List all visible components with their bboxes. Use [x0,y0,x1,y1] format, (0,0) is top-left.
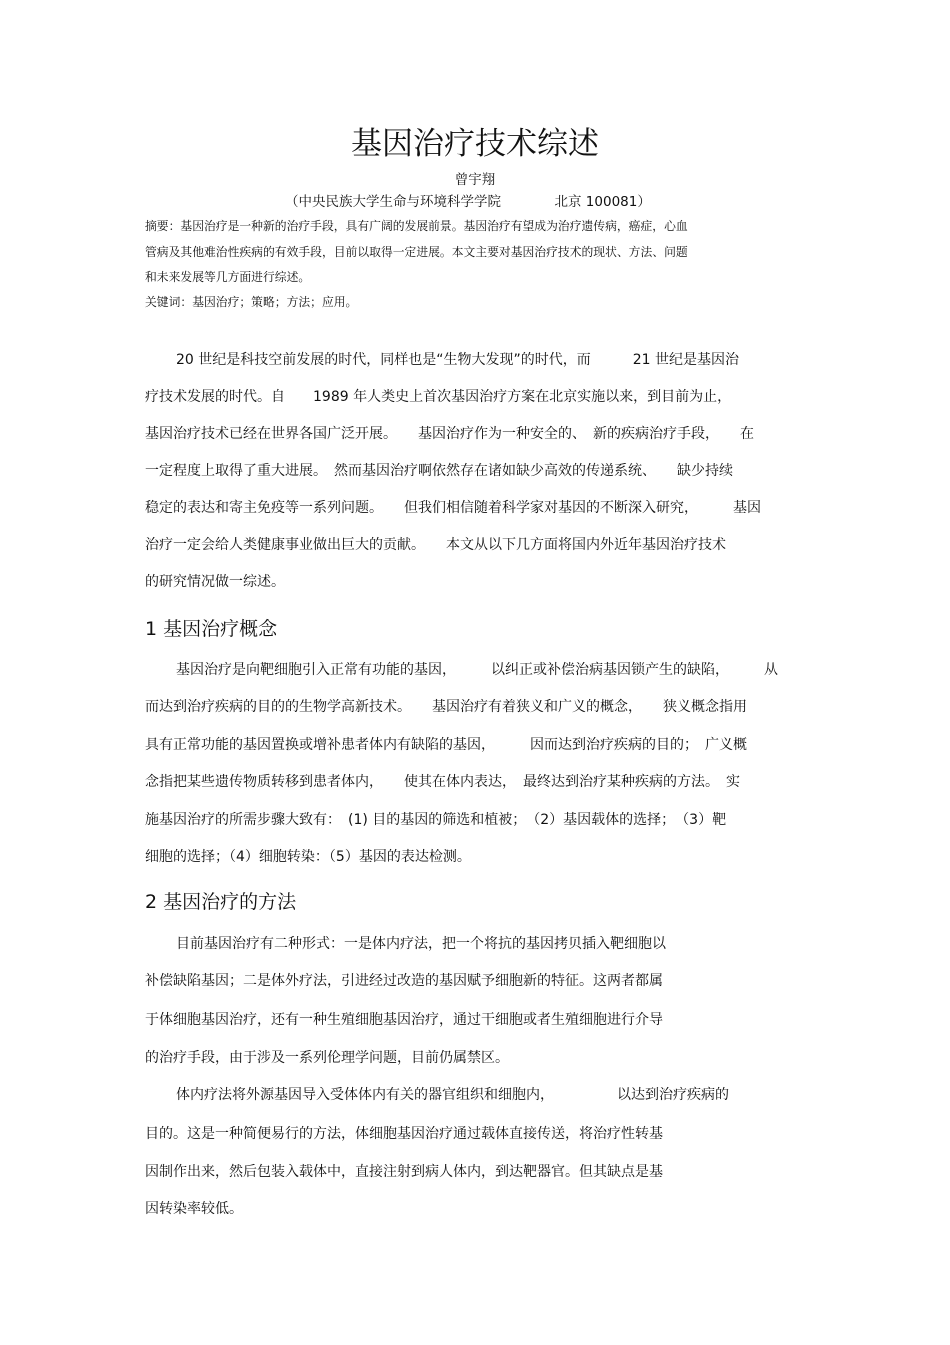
section2-para1-line: 补偿缺陷基因；二是体外疗法，引进经过改造的基因赋予细胞新的特征。这两者都属 [145,973,663,989]
affiliation [285,192,705,212]
section2-para2-line: 体内疗法将外源基因导入受体体内有关的器官组织和细胞内， 以达到治疗疾病的 [176,1087,729,1103]
abstract-line: 管病及其他难治性疾病的有效手段，目前以取得一定进展。本文主要对基因治疗技术的现状、方法、问题 [145,245,688,259]
abstract-line: 摘要：基因治疗是一种新的治疗手段，具有广阔的发展前景。基因治疗有望成为治疗遗传病，癌症，心血 [145,219,688,233]
abstract-line: 和未来发展等几方面进行综述。 [145,270,311,284]
section-heading-2: 2 基因治疗的方法 [145,891,297,913]
section2-para2-line: 因转染率较低。 [145,1201,243,1217]
section-heading-1: 1 基因治疗概念 [145,618,278,640]
section1-line: 施基因治疗的所需步骤大致有： (1) 目的基因的筛选和植被； （2）基因载体的选择； （3）靶 [145,812,727,828]
intro-line: 20 世纪是科技空前发展的时代，同样也是“生物大发现”的时代，而 21 世纪是基因治 [176,352,740,368]
paper-title: 基因治疗技术综述 [351,126,599,162]
intro-line: 稳定的表达和寄主免疫等一系列问题。 但我们相信随着科学家对基因的不断深入研究， 基因 [145,500,761,516]
intro-line: 的研究情况做一综述。 [145,574,285,590]
affiliation-city: 北京 [554,194,582,210]
section1-line: 具有正常功能的基因置换或增补患者体内有缺陷的基因， 因而达到治疗疾病的目的； 广义概 [145,737,747,753]
section1-line: 细胞的选择；（4）细胞转染：（5）基因的表达检测。 [145,849,471,865]
intro-line: 基因治疗技术已经在世界各国广泛开展。 基因治疗作为一种安全的、 新的疾病治疗手段， 在 [145,426,754,442]
affiliation-close: ） [637,194,651,210]
keywords: 关键词：基因治疗；策略；方法；应用。 [145,295,358,309]
section1-line: 基因治疗是向靶细胞引入正常有功能的基因， 以纠正或补偿治病基因锁产生的缺陷， 从 [176,662,778,678]
intro-line: 治疗一定会给人类健康事业做出巨大的贡献。 本文从以下几方面将国内外近年基因治疗技术 [145,537,726,553]
section2-para1-line: 目前基因治疗有二种形式：一是体内疗法，把一个将抗的基因拷贝插入靶细胞以 [176,936,666,952]
section1-line: 而达到治疗疾病的目的的生物学高新技术。 基因治疗有着狭义和广义的概念， 狭义概念指用 [145,699,747,715]
section2-para1-line: 的治疗手段，由于涉及一系列伦理学问题，目前仍属禁区。 [145,1050,509,1066]
section2-para2-line: 因制作出来，然后包装入载体中，直接注射到病人体内，到达靶器官。但其缺点是基 [145,1164,663,1180]
affiliation-institution: 中央民族大学生命与环境科学学院 [298,194,501,210]
affiliation-open: （ [285,194,299,210]
section2-para1-line: 于体细胞基因治疗，还有一种生殖细胞基因治疗，通过干细胞或者生殖细胞进行介导 [145,1012,663,1028]
section2-para2-line: 目的。这是一种简便易行的方法，体细胞基因治疗通过载体直接传送，将治疗性转基 [145,1126,663,1142]
affiliation-postcode: 100081 [585,194,638,210]
author-name: 曾宇翔 [454,172,496,188]
intro-line: 一定程度上取得了重大进展。 然而基因治疗啊依然存在诸如缺少高效的传递系统、 缺少持续 [145,463,733,479]
intro-line: 疗技术发展的时代。自 1989 年人类史上首次基因治疗方案在北京实施以来，到目前为止， [145,389,732,405]
section1-line: 念指把某些遗传物质转移到患者体内， 使其在体内表达， 最终达到治疗某种疾病的方法。 实 [145,774,740,790]
